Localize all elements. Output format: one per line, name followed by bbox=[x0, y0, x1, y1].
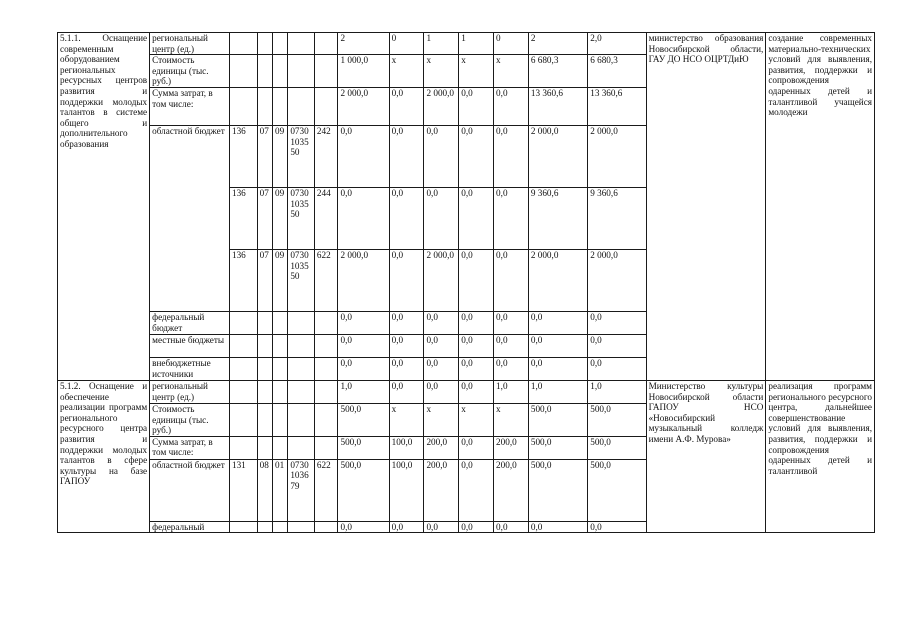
value-cell: 0,0 bbox=[424, 521, 459, 533]
value-cell: 0,0 bbox=[424, 125, 459, 187]
value-cell: 500,0 bbox=[528, 459, 587, 521]
csr-cell: 0730103550 bbox=[288, 187, 315, 249]
pr-cell bbox=[272, 334, 287, 357]
value-cell: 0,0 bbox=[338, 521, 389, 533]
value-cell: 2 bbox=[528, 33, 587, 55]
pr-cell bbox=[272, 357, 287, 380]
rz-cell bbox=[257, 334, 272, 357]
grbs-cell bbox=[229, 33, 257, 55]
grbs-cell: 136 bbox=[229, 187, 257, 249]
csr-cell bbox=[288, 55, 315, 88]
pr-cell: 09 bbox=[272, 125, 287, 187]
vr-cell: 244 bbox=[314, 187, 338, 249]
value-cell: 500,0 bbox=[338, 403, 389, 436]
value-cell: 0,0 bbox=[389, 357, 424, 380]
rz-cell: 08 bbox=[257, 459, 272, 521]
value-cell: х bbox=[424, 403, 459, 436]
row-label: Сумма затрат, в том числе: bbox=[150, 87, 230, 125]
csr-cell: 0730103550 bbox=[288, 125, 315, 187]
csr-cell bbox=[288, 311, 315, 334]
value-cell: 0,0 bbox=[338, 334, 389, 357]
value-cell: 6 680,3 bbox=[588, 55, 646, 88]
row-label: федеральный бюджет bbox=[150, 311, 230, 334]
row-label: областной бюджет bbox=[150, 125, 230, 311]
value-cell: 1 bbox=[424, 33, 459, 55]
value-cell: 0,0 bbox=[389, 334, 424, 357]
csr-cell bbox=[288, 87, 315, 125]
value-cell: 0,0 bbox=[459, 249, 494, 311]
vr-cell: 242 bbox=[314, 125, 338, 187]
grbs-cell: 131 bbox=[229, 459, 257, 521]
rz-cell bbox=[257, 380, 272, 403]
value-cell: 0,0 bbox=[389, 521, 424, 533]
value-cell: х bbox=[424, 55, 459, 88]
rz-cell: 07 bbox=[257, 187, 272, 249]
value-cell: 1 000,0 bbox=[338, 55, 389, 88]
pr-cell bbox=[272, 87, 287, 125]
value-cell: х bbox=[389, 403, 424, 436]
value-cell: 1,0 bbox=[494, 380, 529, 403]
grbs-cell: 136 bbox=[229, 249, 257, 311]
value-cell: 2 000,0 bbox=[424, 249, 459, 311]
pr-cell bbox=[272, 55, 287, 88]
value-cell: 500,0 bbox=[528, 436, 587, 459]
pr-cell bbox=[272, 380, 287, 403]
row-label: Стоимость единицы (тыс. руб.) bbox=[150, 403, 230, 436]
grbs-cell bbox=[229, 403, 257, 436]
vr-cell bbox=[314, 311, 338, 334]
value-cell: 200,0 bbox=[494, 436, 529, 459]
value-cell: 0,0 bbox=[389, 187, 424, 249]
value-cell: х bbox=[494, 55, 529, 88]
result-cell: создание современных материально-технических условий для выявления, развития, поддержки и сопровождения одаренных детей и талантливой учащейся молодежи bbox=[766, 33, 875, 381]
pr-cell: 01 bbox=[272, 459, 287, 521]
value-cell: 200,0 bbox=[424, 436, 459, 459]
value-cell: 100,0 bbox=[389, 459, 424, 521]
grbs-cell bbox=[229, 521, 257, 533]
value-cell: 0,0 bbox=[459, 334, 494, 357]
value-cell: 0,0 bbox=[424, 311, 459, 334]
vr-cell bbox=[314, 436, 338, 459]
value-cell: 2 bbox=[338, 33, 389, 55]
value-cell: 500,0 bbox=[338, 436, 389, 459]
value-cell: 0,0 bbox=[459, 357, 494, 380]
value-cell: 0,0 bbox=[459, 87, 494, 125]
value-cell: 200,0 bbox=[494, 459, 529, 521]
vr-cell: 622 bbox=[314, 249, 338, 311]
grbs-cell: 136 bbox=[229, 125, 257, 187]
row-label: региональный центр (ед.) bbox=[150, 33, 230, 55]
pr-cell bbox=[272, 521, 287, 533]
row-label: Стоимость единицы (тыс. руб.) bbox=[150, 55, 230, 88]
csr-cell: 0730103679 bbox=[288, 459, 315, 521]
vr-cell bbox=[314, 334, 338, 357]
row-label: региональный центр (ед.) bbox=[150, 380, 230, 403]
value-cell: 500,0 bbox=[528, 403, 587, 436]
value-cell: 0,0 bbox=[588, 521, 646, 533]
value-cell: 2,0 bbox=[588, 33, 646, 55]
value-cell: 1,0 bbox=[528, 380, 587, 403]
rz-cell bbox=[257, 436, 272, 459]
value-cell: 500,0 bbox=[338, 459, 389, 521]
value-cell: 0,0 bbox=[528, 521, 587, 533]
value-cell: 0,0 bbox=[528, 357, 587, 380]
table-body bbox=[58, 33, 875, 533]
vr-cell bbox=[314, 403, 338, 436]
measure-code-cell: 5.1.1. Оснащение современным оборудованием региональных ресурсных центров развития и поддержки молодых талантов в системе общего и дополнительного образования bbox=[58, 33, 150, 381]
rz-cell: 07 bbox=[257, 249, 272, 311]
value-cell: 0,0 bbox=[588, 357, 646, 380]
grbs-cell bbox=[229, 55, 257, 88]
row-label: местные бюджеты bbox=[150, 334, 230, 357]
value-cell: 0 bbox=[389, 33, 424, 55]
grbs-cell bbox=[229, 357, 257, 380]
value-cell: 0,0 bbox=[494, 357, 529, 380]
value-cell: 0,0 bbox=[459, 459, 494, 521]
value-cell: 2 000,0 bbox=[338, 87, 389, 125]
csr-cell bbox=[288, 334, 315, 357]
csr-cell bbox=[288, 521, 315, 533]
row-label: федеральный bbox=[150, 521, 230, 533]
value-cell: 0,0 bbox=[389, 249, 424, 311]
value-cell: 0,0 bbox=[494, 125, 529, 187]
value-cell: 0,0 bbox=[424, 187, 459, 249]
value-cell: 0,0 bbox=[424, 334, 459, 357]
value-cell: 2 000,0 bbox=[424, 87, 459, 125]
value-cell: 9 360,6 bbox=[528, 187, 587, 249]
value-cell: 1 bbox=[459, 33, 494, 55]
value-cell: 0,0 bbox=[424, 380, 459, 403]
value-cell: 2 000,0 bbox=[338, 249, 389, 311]
value-cell: 0,0 bbox=[459, 521, 494, 533]
value-cell: 6 680,3 bbox=[528, 55, 587, 88]
value-cell: 0,0 bbox=[338, 125, 389, 187]
value-cell: 0,0 bbox=[389, 87, 424, 125]
grbs-cell bbox=[229, 311, 257, 334]
row-label: областной бюджет bbox=[150, 459, 230, 521]
vr-cell bbox=[314, 33, 338, 55]
result-cell: реализация программ регионального ресурсного центра, дальнейшее совершенствование условий для выявления, развития, поддержки и сопровождения одаренных детей и талантливой bbox=[766, 380, 875, 532]
vr-cell bbox=[314, 357, 338, 380]
value-cell: х bbox=[459, 403, 494, 436]
rz-cell bbox=[257, 33, 272, 55]
csr-cell bbox=[288, 380, 315, 403]
value-cell: 0,0 bbox=[389, 125, 424, 187]
value-cell: 13 360,6 bbox=[528, 87, 587, 125]
vr-cell: 622 bbox=[314, 459, 338, 521]
csr-cell: 0730103550 bbox=[288, 249, 315, 311]
value-cell: 2 000,0 bbox=[588, 249, 646, 311]
value-cell: 2 000,0 bbox=[528, 125, 587, 187]
pr-cell: 09 bbox=[272, 249, 287, 311]
csr-cell bbox=[288, 357, 315, 380]
value-cell: 0,0 bbox=[494, 249, 529, 311]
row-label: Сумма затрат, в том числе: bbox=[150, 436, 230, 459]
value-cell: 0,0 bbox=[588, 334, 646, 357]
value-cell: 0,0 bbox=[338, 357, 389, 380]
value-cell: 0,0 bbox=[494, 334, 529, 357]
grbs-cell bbox=[229, 87, 257, 125]
value-cell: 500,0 bbox=[588, 403, 646, 436]
pr-cell bbox=[272, 403, 287, 436]
table-row bbox=[58, 380, 875, 403]
value-cell: 2 000,0 bbox=[588, 125, 646, 187]
value-cell: 0 bbox=[494, 33, 529, 55]
value-cell: 0,0 bbox=[389, 311, 424, 334]
measure-code-cell: 5.1.2. Оснащение и обеспечение реализации программ регионального ресурсного центра развития и поддержки молодых талантов в сфере культуры на базе ГАПОУ bbox=[58, 380, 150, 532]
value-cell: 0,0 bbox=[459, 436, 494, 459]
value-cell: 9 360,6 bbox=[588, 187, 646, 249]
executor-cell: министерство образования Новосибирской области, ГАУ ДО НСО ОЦРТДиЮ bbox=[646, 33, 766, 381]
value-cell: 0,0 bbox=[528, 334, 587, 357]
value-cell: 0,0 bbox=[424, 357, 459, 380]
document-page bbox=[57, 32, 875, 533]
csr-cell bbox=[288, 33, 315, 55]
value-cell: х bbox=[494, 403, 529, 436]
value-cell: 0,0 bbox=[459, 311, 494, 334]
value-cell: 0,0 bbox=[494, 187, 529, 249]
value-cell: 0,0 bbox=[389, 380, 424, 403]
rz-cell bbox=[257, 311, 272, 334]
value-cell: 0,0 bbox=[588, 311, 646, 334]
value-cell: х bbox=[389, 55, 424, 88]
pr-cell bbox=[272, 311, 287, 334]
pr-cell bbox=[272, 436, 287, 459]
value-cell: 0,0 bbox=[459, 187, 494, 249]
rz-cell bbox=[257, 357, 272, 380]
grbs-cell bbox=[229, 436, 257, 459]
pr-cell: 09 bbox=[272, 187, 287, 249]
rz-cell bbox=[257, 55, 272, 88]
rz-cell: 07 bbox=[257, 125, 272, 187]
value-cell: 1,0 bbox=[338, 380, 389, 403]
vr-cell bbox=[314, 380, 338, 403]
rz-cell bbox=[257, 521, 272, 533]
value-cell: 0,0 bbox=[338, 311, 389, 334]
expenditure-table bbox=[57, 32, 875, 533]
value-cell: 200,0 bbox=[424, 459, 459, 521]
value-cell: 0,0 bbox=[494, 311, 529, 334]
value-cell: 0,0 bbox=[338, 187, 389, 249]
value-cell: 13 360,6 bbox=[588, 87, 646, 125]
vr-cell bbox=[314, 521, 338, 533]
executor-cell: Министерство культуры Новосибирской области ГАПОУ НСО «Новосибирский музыкальный колледж имени А.Ф. Мурова» bbox=[646, 380, 766, 532]
rz-cell bbox=[257, 87, 272, 125]
vr-cell bbox=[314, 87, 338, 125]
value-cell: 0,0 bbox=[459, 380, 494, 403]
grbs-cell bbox=[229, 334, 257, 357]
value-cell: 0,0 bbox=[528, 311, 587, 334]
value-cell: 1,0 bbox=[588, 380, 646, 403]
value-cell: 0,0 bbox=[494, 521, 529, 533]
rz-cell bbox=[257, 403, 272, 436]
value-cell: 500,0 bbox=[588, 459, 646, 521]
table-row bbox=[58, 33, 875, 55]
pr-cell bbox=[272, 33, 287, 55]
grbs-cell bbox=[229, 380, 257, 403]
row-label: внебюджетные источники bbox=[150, 357, 230, 380]
csr-cell bbox=[288, 436, 315, 459]
vr-cell bbox=[314, 55, 338, 88]
value-cell: х bbox=[459, 55, 494, 88]
csr-cell bbox=[288, 403, 315, 436]
value-cell: 500,0 bbox=[588, 436, 646, 459]
value-cell: 0,0 bbox=[494, 87, 529, 125]
value-cell: 2 000,0 bbox=[528, 249, 587, 311]
value-cell: 0,0 bbox=[459, 125, 494, 187]
value-cell: 100,0 bbox=[389, 436, 424, 459]
